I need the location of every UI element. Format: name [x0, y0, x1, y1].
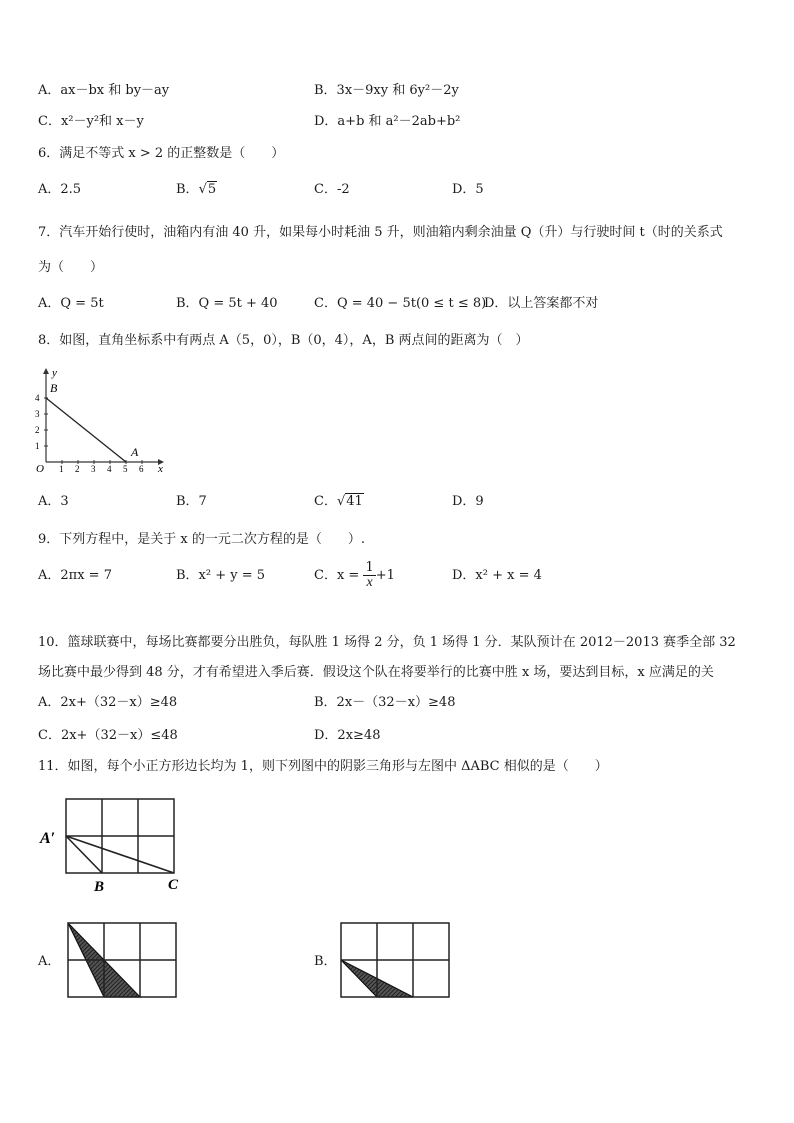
y-tick-label: 1 [35, 441, 40, 451]
q5-option-d: D．a+b 和 a²－2ab+b² [314, 114, 461, 129]
q8-option-d: D．9 [452, 494, 484, 509]
q9-option-c-suffix: +1 [375, 568, 395, 583]
q6-option-b [176, 180, 217, 200]
q8-stem: 8．如图，直角坐标系中有两点 A（5，0），B（0，4），A，B 两点间的距离为（ ） [38, 333, 529, 348]
x-tick-label: 3 [91, 464, 96, 474]
label-b: B [94, 879, 105, 895]
q8-option-c-radicand: 41 [346, 494, 363, 509]
q7-stem-line2: 为（ ） [38, 260, 104, 275]
q7-option-b: B．Q = 5t + 40 [176, 296, 278, 311]
q5-option-c: C．x²－y²和 x－y [38, 114, 144, 129]
q10-stem-line1: 10．篮球联赛中，每场比赛都要分出胜负，每队胜 1 场得 2 分，负 1 场得 1 分．某队预计在 2012－2013 赛季全部 32 [38, 635, 736, 650]
q10-option-d: D．2x≥48 [314, 728, 381, 743]
q11-option-a-figure [66, 921, 180, 1001]
q10-option-b: B．2x－（32－x）≥48 [314, 695, 456, 710]
q10-option-a: A．2x+（32－x）≥48 [38, 695, 178, 710]
y-tick-label: 3 [35, 409, 40, 419]
point-a-label: A [131, 445, 139, 459]
x-tick-label: 6 [139, 464, 144, 474]
q9-option-c-prefix: C．x = [314, 568, 360, 583]
y-tick-label: 2 [35, 425, 40, 435]
x-tick-label: 2 [75, 464, 80, 474]
y-axis-label: y [52, 367, 57, 379]
x-axis-label: x [158, 463, 163, 474]
q7-stem-line1: 7．汽车开始行使时，油箱内有油 40 升，如果每小时耗油 5 升，则油箱内剩余油量 Q（升）与行驶时间 t（时的关系式 [38, 225, 723, 240]
q6-option-d: D．5 [452, 182, 484, 197]
q7-option-c: C．Q = 40 − 5t(0 ≤ t ≤ 8) [314, 296, 487, 311]
q8-option-c [314, 492, 364, 512]
q11-option-b-figure [339, 921, 453, 1001]
q8-option-c-prefix: C． [314, 494, 337, 509]
x-tick-label: 4 [107, 464, 112, 474]
segment-ab [46, 398, 126, 462]
sqrt-sign-icon: √ [336, 494, 346, 509]
q7-option-d: D．以上答案都不对 [484, 296, 599, 311]
y-axis-arrow-icon [43, 368, 49, 374]
origin-label: O [36, 463, 44, 474]
grid [341, 923, 449, 997]
q9-option-a: A．2πx = 7 [38, 568, 112, 583]
q6-option-a: A．2.5 [38, 182, 82, 197]
x-tick-label: 1 [59, 464, 64, 474]
q9-option-d: D．x² + x = 4 [452, 568, 542, 583]
segment-ac [66, 836, 174, 873]
q9-option-c [314, 556, 395, 596]
q5-option-b: B．3x－9xy 和 6y²－2y [314, 83, 459, 98]
q6-option-b-prefix: B． [176, 182, 199, 197]
q7-option-a: A．Q = 5t [38, 296, 104, 311]
q11-option-a-label: A． [38, 954, 61, 969]
label-c: C [168, 877, 179, 893]
q9-option-b: B．x² + y = 5 [176, 568, 266, 583]
q8-coordinate-graph [30, 364, 170, 474]
y-tick-label: 4 [35, 393, 40, 403]
label-a-prime: A′ [40, 830, 56, 847]
q8-option-a: A．3 [38, 494, 69, 509]
q11-reference-figure [36, 795, 186, 897]
fraction-denominator: x [366, 575, 373, 590]
point-b-label: B [50, 381, 58, 395]
q6-option-c: C．-2 [314, 182, 350, 197]
q10-stem-line2: 场比赛中最少得到 48 分，才有希望进入季后赛．假设这个队在将要举行的比赛中胜 x 场，要达到目标，x 应满足的关 [38, 665, 714, 680]
fraction [363, 561, 375, 590]
q5-option-a: A．ax－bx 和 by－ay [38, 83, 170, 98]
q11-option-b-label: B． [314, 954, 337, 969]
sqrt-sign-icon: √ [198, 182, 207, 197]
fraction-numerator: 1 [365, 560, 374, 575]
grid [66, 799, 174, 873]
q6-stem: 6．满足不等式 x > 2 的正整数是（ ） [38, 146, 285, 161]
q6-option-b-radicand: 5 [207, 182, 217, 197]
q11-stem: 11．如图，每个小正方形边长均为 1，则下列图中的阴影三角形与左图中 ΔABC 相似的是（ ） [38, 759, 608, 774]
q9-stem: 9．下列方程中，是关于 x 的一元二次方程的是（ ）. [38, 532, 365, 547]
x-tick-label: 5 [123, 464, 128, 474]
q8-option-b: B．7 [176, 494, 207, 509]
q10-option-c: C．2x+（32－x）≤48 [38, 728, 178, 743]
